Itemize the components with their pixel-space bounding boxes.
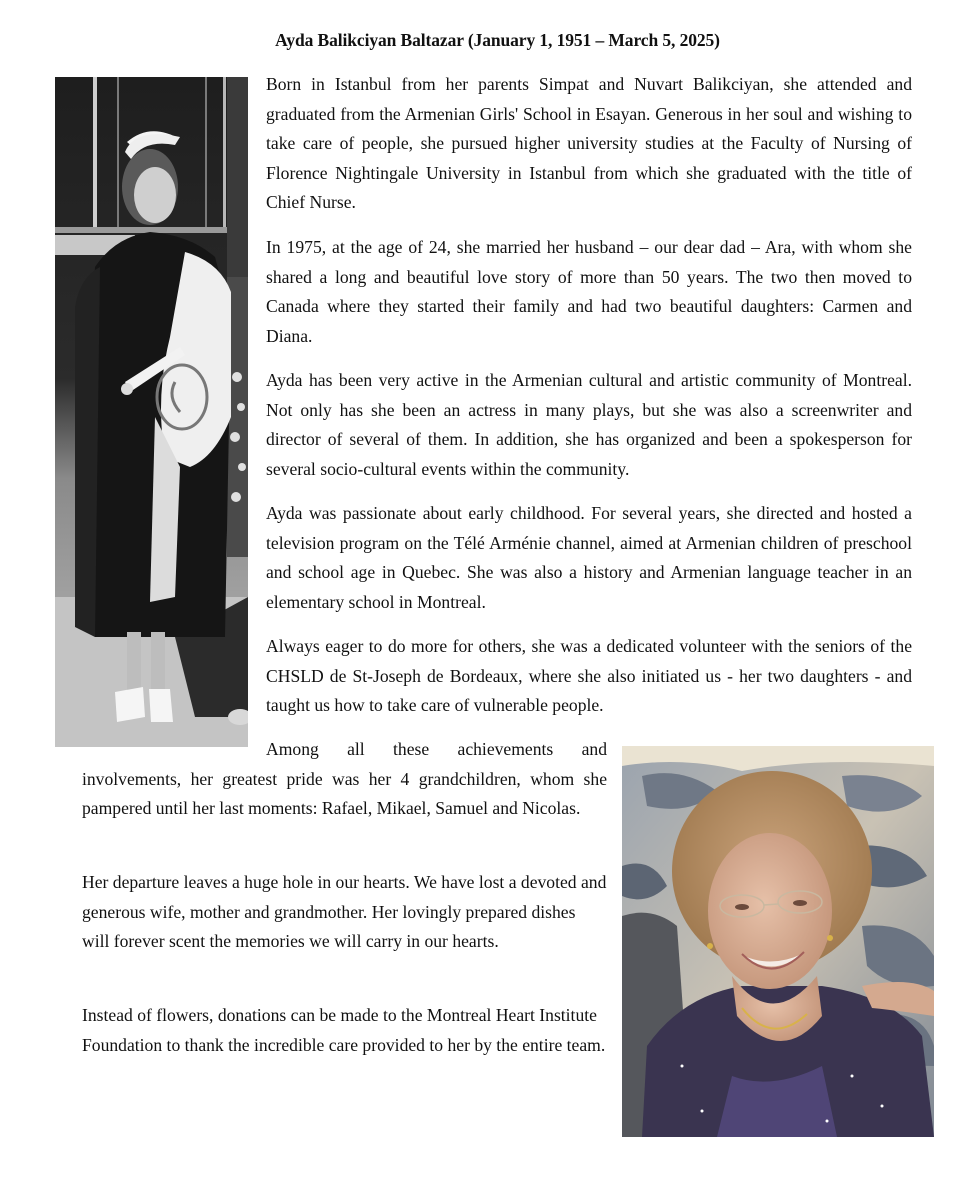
- paragraph-grandchildren: Among all these achievements and involvements, her greatest pride was her 4 grandchildren, whom she pampered until her last moments: Rafael, Mikael, Samuel and Nicolas.: [82, 739, 607, 819]
- paragraph-cultural-activity: Ayda has been very active in the Armenian cultural and artistic community of Montreal. Not only has she been an actress in many plays, but she was also a screenwriter and director of several of them. In addition, she has organized and been a spokesperson for several socio-cultural events within the community.: [266, 370, 912, 479]
- graduation-photo: [55, 77, 248, 747]
- paragraph-donations: Instead of flowers, donations can be made to the Montreal Heart Institute Foundation to thank the incredible care provided to her by the entire team.: [82, 1005, 606, 1055]
- portrait-photo: [622, 746, 934, 1137]
- paragraph-early-life: Born in Istanbul from her parents Simpat and Nuvart Balikciyan, she attended and graduated from the Armenian Girls' School in Esayan. Generous in her soul and wishing to take care of people, she pursued higher university studies at the Faculty of Nursing of Florence Nightingale University in Istanbul from which she graduated with the title of Chief Nurse.: [266, 74, 912, 213]
- paragraph-early-childhood: Ayda was passionate about early childhood. For several years, she directed and hosted a television program on the Télé Arménie channel, aimed at Armenian children of preschool and school age in Quebec. She was also a history and Armenian language teacher in an elementary school in Montreal.: [266, 503, 912, 612]
- graduation-photo-icon: [55, 77, 248, 747]
- obituary-title: Ayda Balikciyan Baltazar (January 1, 1951 – March 5, 2025): [275, 30, 720, 50]
- paragraph-departure: Her departure leaves a huge hole in our hearts. We have lost a devoted and generous wife, mother and grandmother. Her lovingly prepared dishes will forever scent the memories we will carry in our hearts.: [82, 872, 607, 952]
- paragraph-volunteering: Always eager to do more for others, she was a dedicated volunteer with the seniors of the CHSLD de St-Joseph de Bordeaux, where she also initiated us - her two daughters - and taught us how to take care of vulnerable people.: [266, 636, 912, 716]
- paragraph-marriage: In 1975, at the age of 24, she married her husband – our dear dad – Ara, with whom she shared a long and beautiful love story of more than 50 years. The two then moved to Canada where they started their family and had two beautiful daughters: Carmen and Diana.: [266, 237, 912, 346]
- portrait-photo-icon: [622, 746, 934, 1137]
